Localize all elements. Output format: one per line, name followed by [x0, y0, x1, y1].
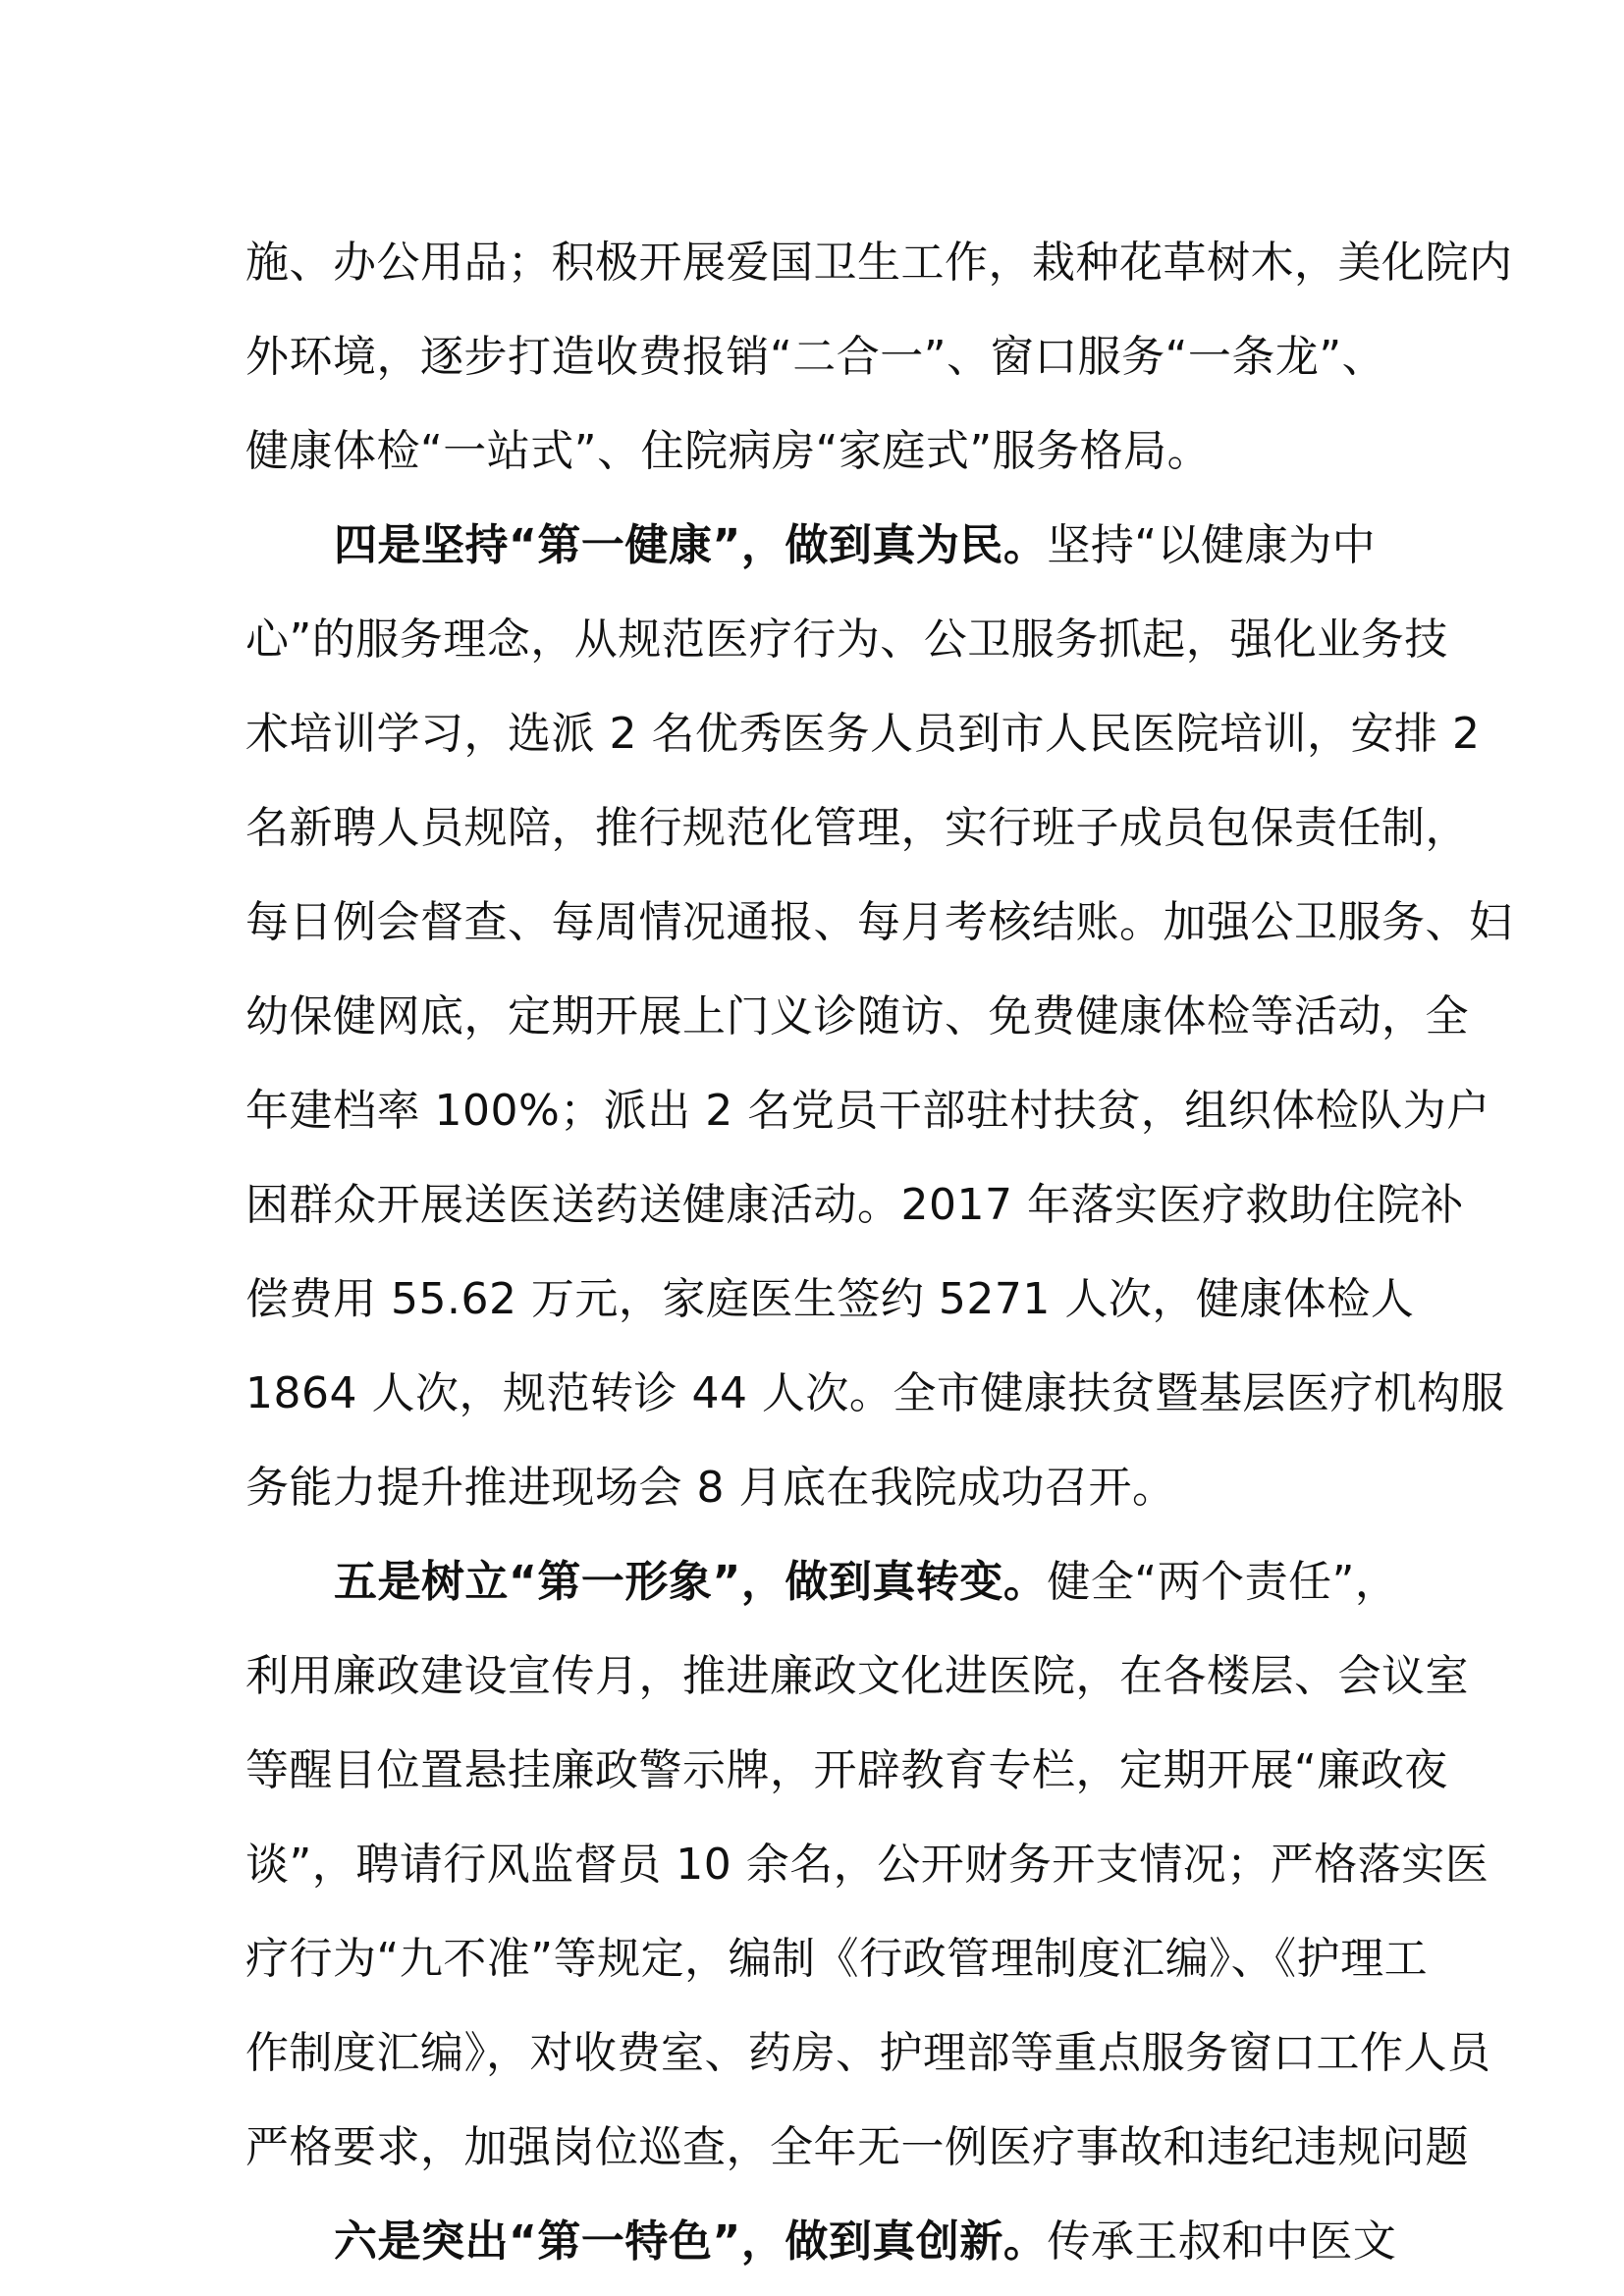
text-line	[245, 1739, 1448, 1802]
text-line	[245, 1928, 1428, 1991]
text-line	[245, 891, 1513, 954]
line-text: 谈”，聘请行风监督员 10 余名，公开财务开支情况；严格落实医	[245, 1840, 1489, 1890]
text-line	[245, 703, 1480, 766]
line-text: 幼保健网底，定期开展上门义诊随访、免费健康体检等活动，全	[245, 991, 1469, 1041]
line-text: 健全“两个责任”，	[1047, 1557, 1399, 1607]
line-text: 施、办公用品；积极开展爱国卫生工作，栽种花草树木，美化院内	[245, 238, 1513, 288]
paragraph-heading: 六是突出“第一特色”，做到真创新。	[334, 2216, 1048, 2267]
paragraph-heading: 五是树立“第一形象”，做到真转变。	[334, 1557, 1048, 1607]
line-text: 务能力提升推进现场会 8 月底在我院成功召开。	[245, 1463, 1176, 1513]
line-text: 作制度汇编》，对收费室、药房、护理部等重点服务窗口工作人员	[245, 2028, 1491, 2078]
line-text: 名新聘人员规陪，推行规范化管理，实行班子成员包保责任制，	[245, 803, 1469, 853]
line-text: 传承王叔和中医文	[1047, 2216, 1397, 2267]
line-text: 术培训学习，选派 2 名优秀医务人员到市人民医院培训，安排 2	[245, 709, 1481, 759]
paragraph-heading-line	[334, 2211, 1396, 2273]
text-line	[245, 797, 1469, 860]
line-text: 每日例会督查、每周情况通报、每月考核结账。加强公卫服务、妇	[245, 897, 1513, 947]
text-line	[245, 2022, 1491, 2085]
paragraph-heading: 四是坚持“第一健康”，做到真为民。	[334, 520, 1048, 570]
line-text: 偿费用 55.62 万元，家庭医生签约 5271 人次，健康体检人	[245, 1274, 1415, 1324]
text-line	[245, 232, 1513, 294]
line-text: 利用廉政建设宣传月，推进廉政文化进医院，在各楼层、会议室	[245, 1651, 1469, 1701]
text-line	[245, 1362, 1504, 1425]
text-line	[245, 1080, 1490, 1143]
text-line	[245, 2116, 1469, 2179]
paragraph-heading-line	[334, 514, 1376, 577]
line-text: 困群众开展送医送药送健康活动。2017 年落实医疗救助住院补	[245, 1180, 1464, 1230]
line-text: 疗行为“九不准”等规定，编制《行政管理制度汇编》、《护理工	[245, 1934, 1429, 1984]
line-text: 坚持“以健康为中	[1047, 520, 1377, 570]
text-line	[245, 1268, 1414, 1331]
line-text: 心”的服务理念，从规范医疗行为、公卫服务抓起，强化业务技	[245, 614, 1448, 665]
text-line	[245, 986, 1469, 1048]
line-text: 1864 人次，规范转诊 44 人次。全市健康扶贫暨基层医疗机构服	[245, 1368, 1505, 1418]
text-line	[245, 609, 1448, 671]
paragraph-heading-line	[334, 1551, 1398, 1614]
line-text: 外环境，逐步打造收费报销“二合一”、窗口服务“一条龙”、	[245, 332, 1386, 382]
text-line	[245, 1457, 1175, 1520]
text-line	[245, 1834, 1489, 1896]
text-line	[245, 1645, 1469, 1708]
text-line	[245, 420, 1211, 483]
line-text: 年建档率 100%；派出 2 名党员干部驻村扶贫，组织体检队为户	[245, 1086, 1490, 1136]
text-line	[245, 1174, 1464, 1237]
line-text: 健康体检“一站式”、住院病房“家庭式”服务格局。	[245, 426, 1212, 476]
line-text: 等醒目位置悬挂廉政警示牌，开辟教育专栏，定期开展“廉政夜	[245, 1745, 1448, 1795]
text-line	[245, 326, 1385, 389]
line-text: 严格要求，加强岗位巡查，全年无一例医疗事故和违纪违规问题	[245, 2122, 1469, 2172]
